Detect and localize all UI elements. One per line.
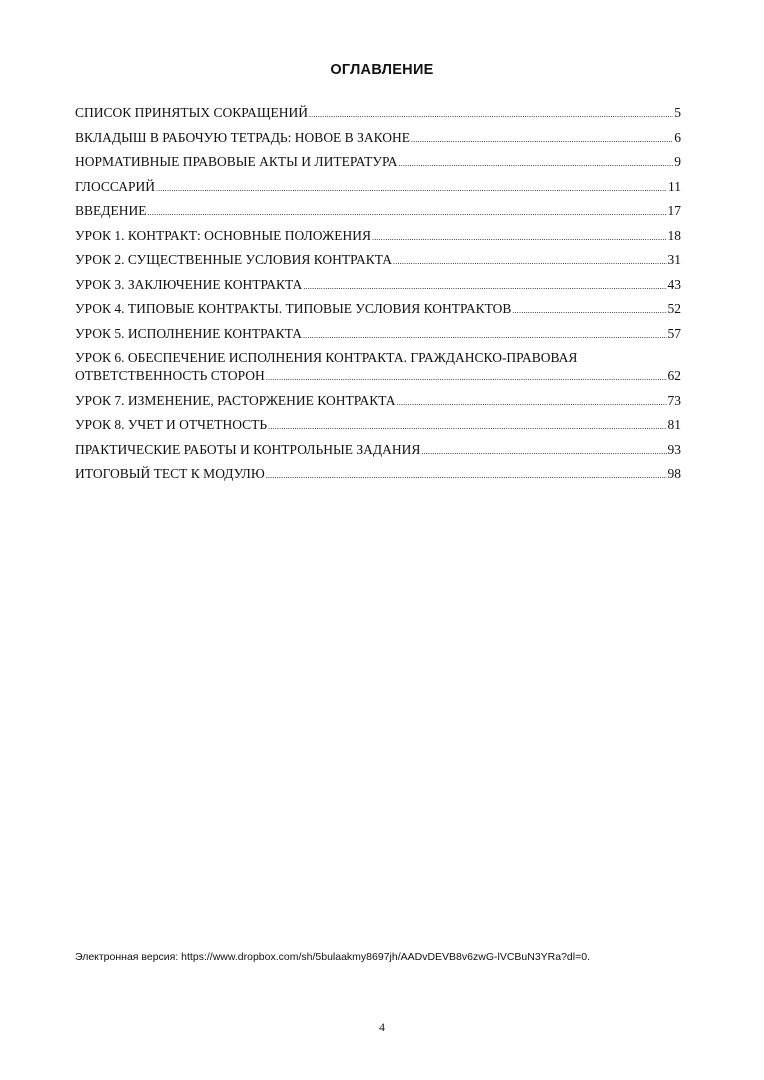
toc-entry-label: ВКЛАДЫШ В РАБОЧУЮ ТЕТРАДЬ: НОВОЕ В ЗАКОНЕ xyxy=(75,129,410,145)
dot-leader xyxy=(303,327,667,345)
toc-entry-page: 11 xyxy=(668,178,681,194)
dot-leader xyxy=(411,131,673,149)
toc-entry-label: УРОК 7. ИЗМЕНЕНИЕ, РАСТОРЖЕНИЕ КОНТРАКТА xyxy=(75,392,396,408)
toc-entry-lesson-6[interactable] xyxy=(75,349,681,392)
toc-entry-label: СПИСОК ПРИНЯТЫХ СОКРАЩЕНИЙ xyxy=(75,105,308,120)
dot-leader xyxy=(397,394,667,412)
toc-entry-page: 31 xyxy=(667,252,681,267)
dot-leader xyxy=(266,467,667,485)
toc-entry-lesson-8[interactable] xyxy=(75,416,681,441)
toc-entry-page: 17 xyxy=(667,203,681,218)
toc-entry-page: 98 xyxy=(667,466,681,481)
toc-entry-label: ИТОГОВЫЙ ТЕСТ К МОДУЛЮ xyxy=(75,466,265,481)
toc-entry-label: УРОК 1. КОНТРАКТ: ОСНОВНЫЕ ПОЛОЖЕНИЯ xyxy=(75,227,371,243)
toc-entry-page: 57 xyxy=(667,325,681,341)
dot-leader xyxy=(421,443,666,461)
toc-entry-label-line1: УРОК 6. ОБЕСПЕЧЕНИЕ ИСПОЛНЕНИЯ КОНТРАКТА. ГРАЖДАНСКО-ПРАВОВАЯ xyxy=(75,350,578,365)
dot-leader xyxy=(303,278,666,296)
toc-entry-label: УРОК 5. ИСПОЛНЕНИЕ КОНТРАКТА xyxy=(75,325,302,341)
toc-entry-lesson-3[interactable] xyxy=(75,276,681,301)
electronic-version-link[interactable]: Электронная версия: https://www.dropbox.com/sh/5bulaakmy8697jh/AADvDEVB8v6zwG-lVCBuN3YRa?dl=0. xyxy=(75,951,590,963)
toc-entry-normative-acts[interactable] xyxy=(75,153,681,178)
toc-entry-label: УРОК 8. УЧЕТ И ОТЧЕТНОСТЬ xyxy=(75,417,268,432)
toc-entry-lesson-1[interactable] xyxy=(75,227,681,252)
toc-entry-label: ГЛОССАРИЙ xyxy=(75,178,155,194)
toc-title: ОГЛАВЛЕНИЕ xyxy=(330,62,434,78)
toc-entry-label: ВВЕДЕНИЕ xyxy=(75,203,147,218)
toc-entry-label: УРОК 2. СУЩЕСТВЕННЫЕ УСЛОВИЯ КОНТРАКТА xyxy=(75,252,393,267)
toc-entry-page: 62 xyxy=(667,368,681,383)
toc-entry-page: 52 xyxy=(667,301,681,316)
toc-entry-lesson-5[interactable] xyxy=(75,325,681,350)
dot-leader xyxy=(372,229,667,247)
toc-entry-introduction[interactable] xyxy=(75,202,681,227)
toc-entry-page: 43 xyxy=(667,276,681,292)
toc-entry-page: 18 xyxy=(667,227,681,243)
toc-entry-page: 93 xyxy=(667,441,681,457)
dot-leader xyxy=(512,302,666,320)
page-number: 4 xyxy=(379,1020,385,1034)
toc-entry-page: 6 xyxy=(674,129,681,145)
toc-entry-lesson-7[interactable] xyxy=(75,392,681,417)
dot-leader xyxy=(309,106,673,124)
toc-entry-lesson-2[interactable] xyxy=(75,251,681,276)
toc-entry-label: УРОК 4. ТИПОВЫЕ КОНТРАКТЫ. ТИПОВЫЕ УСЛОВИЯ КОНТРАКТОВ xyxy=(75,301,512,316)
toc-entry-label: НОРМАТИВНЫЕ ПРАВОВЫЕ АКТЫ И ЛИТЕРАТУРА xyxy=(75,154,398,169)
toc-entry-lesson-4[interactable] xyxy=(75,300,681,325)
dot-leader xyxy=(399,155,674,173)
toc-entry-label-line2: ОТВЕТСТВЕННОСТЬ СТОРОН xyxy=(75,368,265,383)
dot-leader xyxy=(147,204,666,222)
toc-entry-final-test[interactable] xyxy=(75,465,681,490)
toc-entry-page: 9 xyxy=(674,154,681,169)
toc-entry-label: УРОК 3. ЗАКЛЮЧЕНИЕ КОНТРАКТА xyxy=(75,276,303,292)
dot-leader xyxy=(268,418,666,436)
dot-leader xyxy=(156,180,667,198)
dot-leader xyxy=(393,253,666,271)
toc-entry-page: 81 xyxy=(667,417,681,432)
toc-entry-label: ПРАКТИЧЕСКИЕ РАБОТЫ И КОНТРОЛЬНЫЕ ЗАДАНИЯ xyxy=(75,441,421,457)
dot-leader xyxy=(266,369,667,387)
toc-entry-page: 5 xyxy=(674,105,681,120)
toc-entry-page: 73 xyxy=(667,392,681,408)
table-of-contents xyxy=(75,104,681,490)
toc-entry-practical-work[interactable] xyxy=(75,441,681,466)
toc-entry-abbreviations[interactable] xyxy=(75,104,681,129)
toc-entry-glossary[interactable] xyxy=(75,178,681,203)
toc-entry-insert[interactable] xyxy=(75,129,681,154)
